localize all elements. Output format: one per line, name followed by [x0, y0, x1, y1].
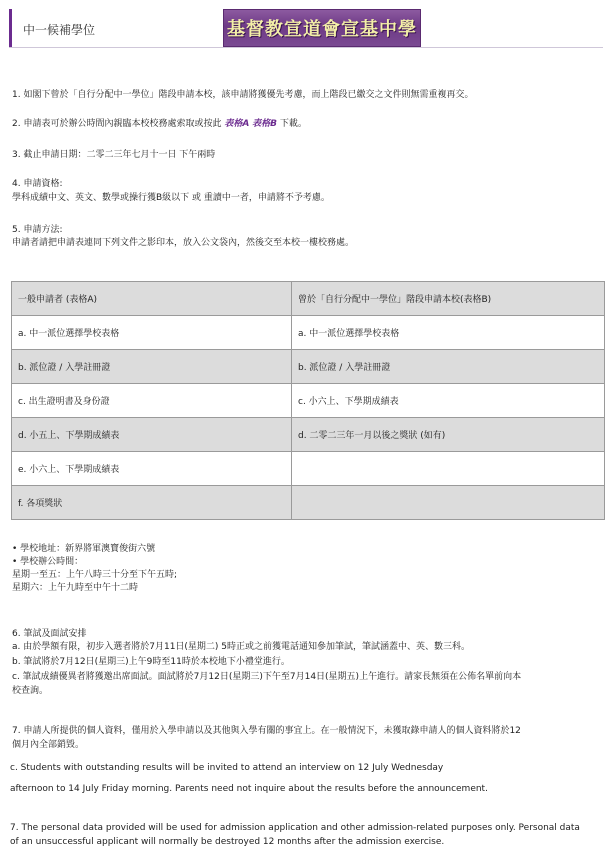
table-cell [292, 452, 605, 486]
table-row [12, 452, 605, 486]
section-6-c-line2: 校查詢。 [12, 686, 49, 696]
section-6-title: 6. 筆試及面試安排 [12, 629, 87, 639]
section-6-c-line1: c. 筆試成績優異者將獲邀出席面試。面試將於7月12日(星期三)下午至7月14日(星期五)上午進行。請家長無須在公佈名單前向本 [12, 672, 522, 682]
school-logo-text: 基督教宣道會宣基中學 [227, 19, 417, 40]
item-4-body: 學科成績中文、英文、數學或操行獲B級以下 或 重讀中一者，申請將不予考慮。 [12, 193, 330, 203]
table-row [12, 418, 605, 452]
school-address: • 學校地址：新界將軍澳寶俊街六號 [12, 544, 156, 554]
table-cell: d. 小五上、下學期成績表 [12, 418, 292, 452]
school-logo-banner [223, 9, 421, 47]
section-7-line1: 7. 申請人所提供的個人資料，僅用於入學申請以及其他與入學有關的事宜上。在一般情況下，未獲取錄申請人的個人資料將於12 [12, 726, 521, 736]
english-section-7-line1: 7. The personal data provided will be used for admission application and other admission-related purposes only. Personal data [10, 823, 580, 833]
item-1: 1. 如閣下曾於「自行分配中一學位」階段申請本校，該申請將獲優先考慮，而上階段已繳交之文件則無需重複再交。 [12, 90, 474, 100]
item-5-body: 申請者請把申請表連同下列文件之影印本，放入公文袋內，然後交至本校一樓校務處。 [12, 238, 355, 248]
table-cell: c. 小六上、下學期成績表 [292, 384, 605, 418]
item-5-title: 5. 申請方法: [12, 225, 63, 235]
item-2-suffix: 下載。 [279, 119, 307, 129]
table-cell: 一般申請者 (表格A) [12, 282, 292, 316]
table-row [12, 282, 605, 316]
clipped-text: c. Students with outstanding results will be invited to attend an interview on 12 July Wednesday [10, 763, 444, 773]
item-2-prefix: 2. 申請表可於辦公時間內親臨本校校務處索取或按此 [12, 119, 222, 129]
office-hours-title: • 學校辦公時間： [12, 557, 84, 567]
item-4-title: 4. 申請資格: [12, 179, 63, 189]
english-section-6-line: afternoon to 14 July Friday morning. Parents need not inquire about the results before the announcement. [10, 784, 488, 794]
table-cell: b. 派位證 / 入學註冊證 [292, 350, 605, 384]
item-3: 3. 截止申請日期：二零二三年七月十一日 下午兩時 [12, 150, 216, 160]
english-section-7-line2: of an unsuccessful applicant will normally be destroyed 12 months after the admission exercise. [10, 837, 445, 847]
clipped-text-line [10, 763, 600, 776]
table-cell: 曾於「自行分配中一學位」階段申請本校(表格B) [292, 282, 605, 316]
table-cell: b. 派位證 / 入學註冊證 [12, 350, 292, 384]
table-row [12, 384, 605, 418]
table-cell [292, 486, 605, 520]
table-row [12, 316, 605, 350]
header-accent-bar [9, 9, 12, 47]
table-cell: f. 各項獎狀 [12, 486, 292, 520]
office-hours-saturday: 星期六：上午九時至中午十二時 [12, 583, 139, 593]
page-header [9, 9, 603, 48]
form-a-link[interactable]: 表格A [224, 119, 250, 129]
table-cell: e. 小六上、下學期成績表 [12, 452, 292, 486]
table-cell: c. 出生證明書及身份證 [12, 384, 292, 418]
table-cell: a. 中一派位選擇學校表格 [12, 316, 292, 350]
table-cell: a. 中一派位選擇學校表格 [292, 316, 605, 350]
documents-table [11, 281, 605, 520]
table-row [12, 486, 605, 520]
table-cell: d. 二零二三年一月以後之獎狀 (如有) [292, 418, 605, 452]
form-b-link[interactable]: 表格B [252, 119, 278, 129]
office-hours-weekday: 星期一至五：上午八時三十分至下午五時; [12, 570, 178, 580]
section-6-a: a. 由於學額有限，初步入選者將於7月11日(星期二) 5時正或之前獲電話通知參加筆試，筆試涵蓋中、英、數三科。 [12, 642, 471, 652]
page-title: 中一候補學位 [23, 23, 96, 37]
item-2 [12, 118, 307, 131]
section-7-line2: 個月內全部銷毀。 [12, 740, 85, 750]
table-row [12, 350, 605, 384]
section-6-b: b. 筆試將於7月12日(星期三)上午9時至11時於本校地下小禮堂進行。 [12, 657, 290, 667]
